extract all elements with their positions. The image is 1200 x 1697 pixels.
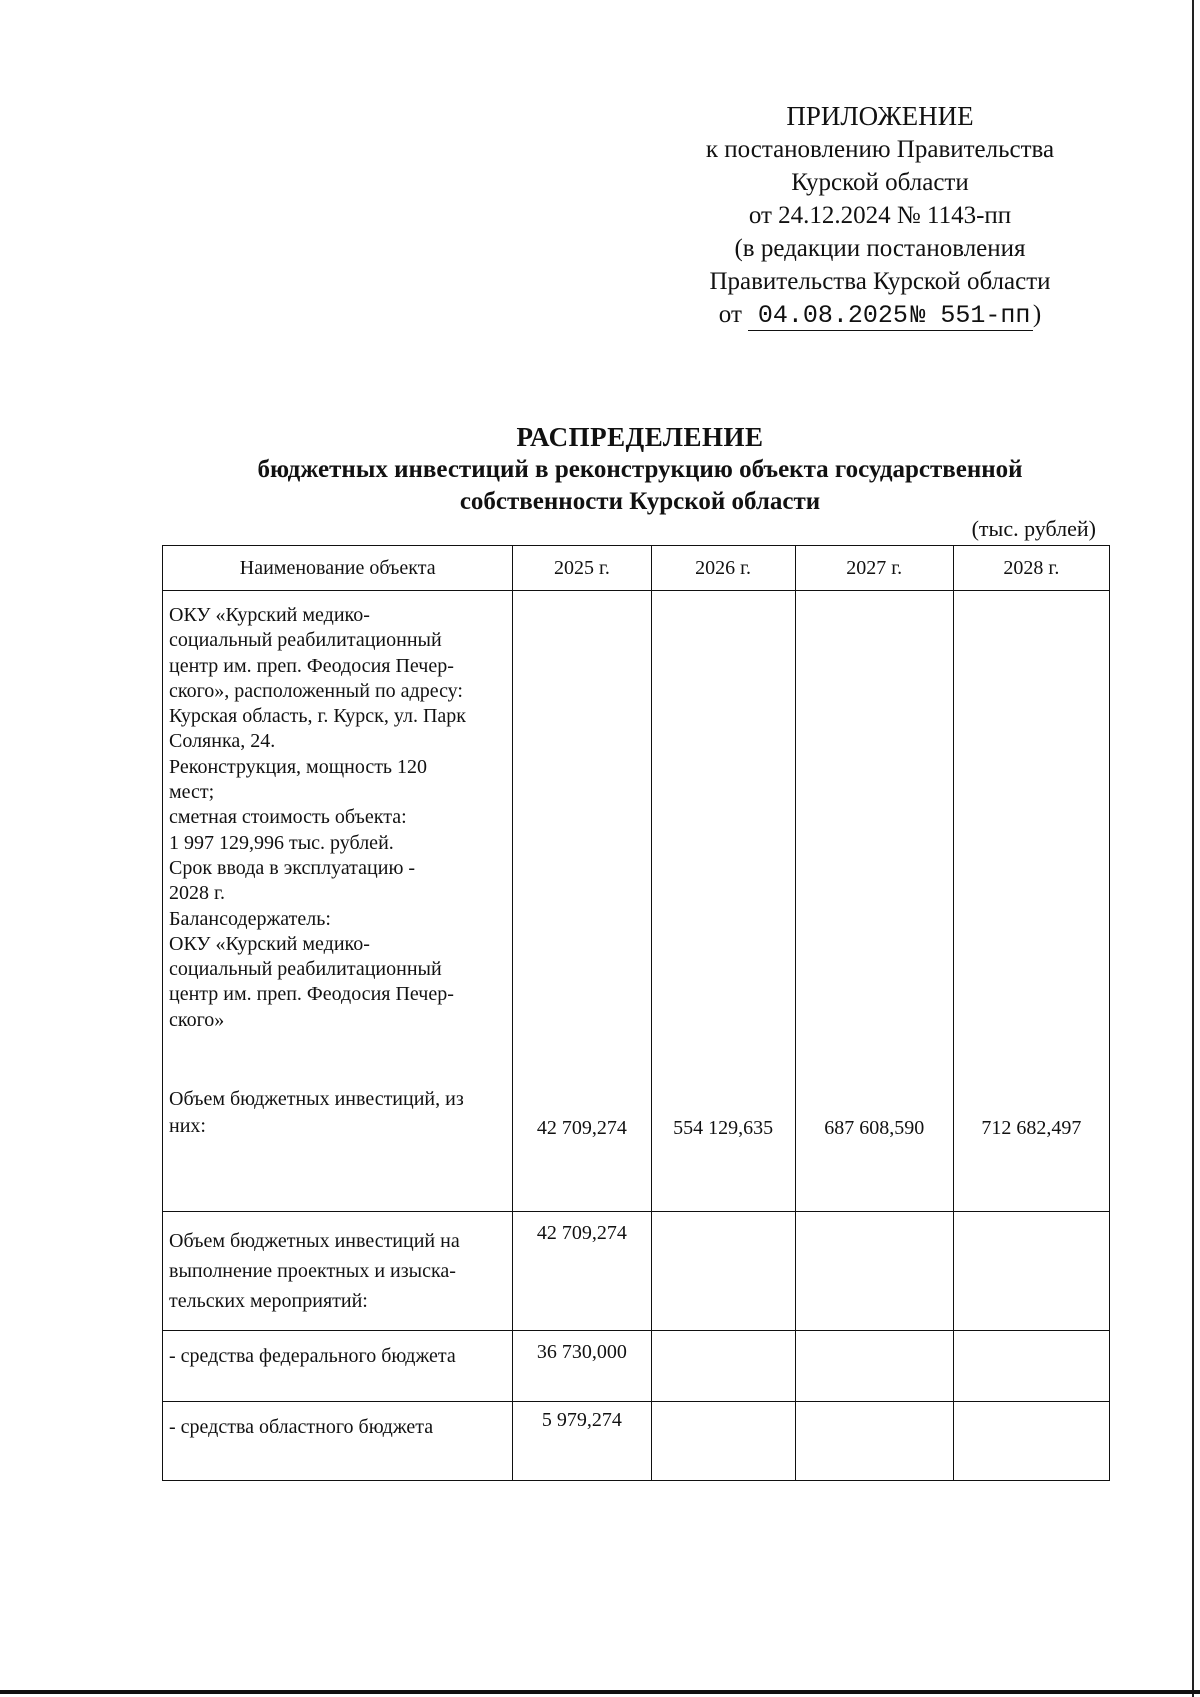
page-edge-bottom — [0, 1690, 1200, 1694]
appendix-line-2: Курской области — [791, 169, 969, 196]
table-row-regional — [163, 1402, 1110, 1481]
value-cell — [953, 1212, 1109, 1331]
value-cell — [953, 1402, 1109, 1481]
header-2025: 2025 г. — [513, 546, 651, 591]
value-cell — [513, 591, 651, 1212]
row-label-federal: - средства федерального бюджета — [169, 1345, 456, 1367]
edit-close: ) — [1032, 301, 1042, 328]
cell-value-federal-2025: 36 730,000 — [536, 1341, 627, 1363]
header-object-name: Наименование объекта — [163, 546, 513, 591]
row-label-design: Объем бюджетных инвестиций на выполнение проектных и изыска- тельских мероприятий: — [169, 1230, 460, 1312]
value-cell — [795, 1212, 953, 1331]
object-description: ОКУ «Курский медико- социальный реабилитационный центр им. преп. Феодосия Печер- ского», расположенный по адресу: Курская область, г. Курск, ул. Парк Солянка, 24. Реконструкция, мощность 120 мест; сметная стоимость объекта: 1 997 129,996 тыс. рублей. Срок ввода в эксплуатацию - 2028 г. Балансодержатель: ОКУ «Курский медико- социальный реабилитационный центр им. преп. Феодосия Печер- ского» — [169, 604, 466, 1031]
heading-subtitle-1: бюджетных инвестиций в реконструкцию объекта государственной — [257, 456, 1023, 483]
header-2027: 2027 г. — [795, 546, 953, 591]
cell-value-design-2025: 42 709,274 — [536, 1222, 627, 1244]
value-cell — [513, 1331, 651, 1402]
appendix-title: ПРИЛОЖЕНИЕ — [786, 101, 974, 131]
value-cell — [795, 1331, 953, 1402]
appendix-line-1: к постановлению Правительства — [705, 136, 1055, 163]
appendix-line-3: от 24.12.2024 № 1143-пп — [748, 202, 1012, 229]
name-cell — [163, 1331, 513, 1402]
cell-value-total-2027: 687 608,590 — [824, 1117, 925, 1139]
name-cell — [163, 1402, 513, 1481]
table-row-federal — [163, 1331, 1110, 1402]
value-cell — [513, 1212, 651, 1331]
page-edge-right — [1192, 0, 1194, 1697]
cell-value-total-2026: 554 129,635 — [673, 1117, 774, 1139]
edit-number: № 551-пп — [908, 301, 1033, 331]
cell-value-total-2025: 42 709,274 — [536, 1117, 627, 1139]
value-cell — [651, 591, 795, 1212]
cell-value-total-2028: 712 682,497 — [981, 1117, 1082, 1139]
edit-date: 04.08.2025 — [748, 301, 908, 331]
investment-table — [162, 545, 1110, 1481]
value-cell — [651, 1212, 795, 1331]
object-cell — [163, 591, 513, 1212]
unit-note: (тыс. рублей) — [971, 516, 1096, 541]
header-2028: 2028 г. — [953, 546, 1109, 591]
appendix-line-5: Правительства Курской области — [709, 268, 1051, 295]
cell-value-regional-2025: 5 979,274 — [541, 1409, 622, 1431]
value-cell — [953, 1331, 1109, 1402]
value-cell — [513, 1402, 651, 1481]
value-cell — [795, 1402, 953, 1481]
row-label-total: Объем бюджетных инвестиций, из них: — [169, 1088, 464, 1138]
table-row-design — [163, 1212, 1110, 1331]
document-heading — [180, 420, 1100, 518]
header-2026: 2026 г. — [651, 546, 795, 591]
value-cell — [651, 1402, 795, 1481]
table-header-row — [163, 546, 1110, 591]
appendix-line-4: (в редакции постановления — [734, 235, 1026, 262]
value-cell — [953, 591, 1109, 1212]
value-cell — [651, 1331, 795, 1402]
edit-prefix: от — [718, 301, 742, 328]
edit-line — [640, 298, 1120, 331]
table-row-total — [163, 591, 1110, 1212]
heading-subtitle-2: собственности Курской области — [459, 488, 821, 515]
value-cell — [795, 591, 953, 1212]
appendix-block — [640, 100, 1120, 331]
name-cell — [163, 1212, 513, 1331]
heading-title: РАСПРЕДЕЛЕНИЕ — [516, 422, 764, 452]
row-label-regional: - средства областного бюджета — [169, 1416, 434, 1438]
